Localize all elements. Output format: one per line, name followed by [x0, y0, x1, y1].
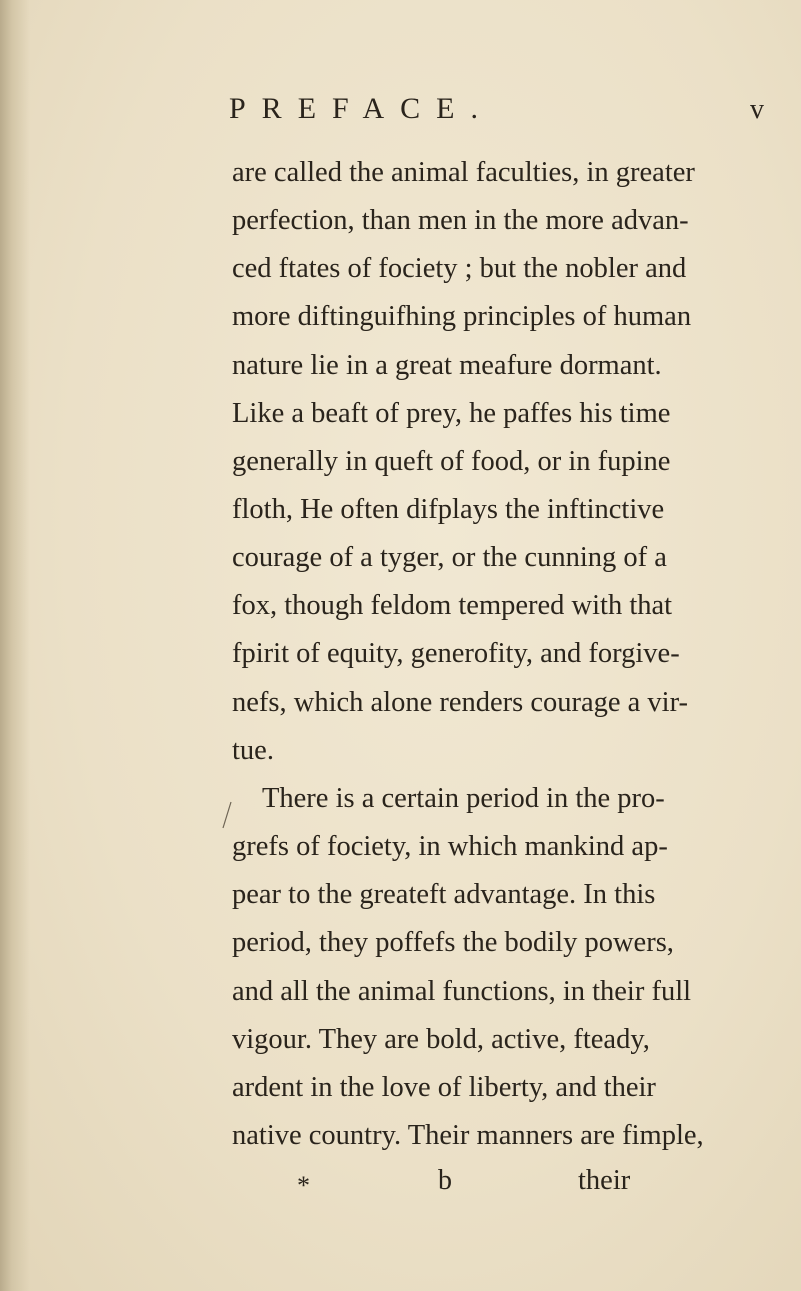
text-line: ardent in the love of liberty, and their	[232, 1072, 656, 1103]
pencil-mark	[220, 800, 234, 830]
binding-shadow	[0, 0, 30, 1291]
text-line: are called the animal faculties, in greater	[232, 157, 695, 188]
text-line: Like a beaft of prey, he paffes his time	[232, 398, 671, 429]
paragraph-first-line: There is a certain period in the pro-	[262, 783, 665, 814]
text-line: pear to the greateft advantage. In this	[232, 879, 656, 910]
signature-mark: *	[297, 1171, 310, 1200]
text-line: period, they poffefs the bodily powers,	[232, 927, 674, 958]
text-line: tue.	[232, 735, 274, 766]
text-line: vigour. They are bold, active, fteady,	[232, 1024, 650, 1055]
page-footer	[0, 1165, 801, 1211]
signature-letter: b	[438, 1165, 452, 1196]
text-line: nefs, which alone renders courage a vir-	[232, 687, 689, 718]
text-line: and all the animal functions, in their full	[232, 976, 692, 1007]
catchword: their	[578, 1165, 631, 1196]
text-line: more diftinguifhing principles of human	[232, 301, 692, 332]
text-line: fpirit of equity, generofity, and forgive-	[232, 638, 680, 669]
text-line: perfection, than men in the more advan-	[232, 205, 689, 236]
text-line: fox, though feldom tempered with that	[232, 590, 673, 621]
page-number: v	[750, 94, 764, 125]
text-line: native country. Their manners are fimple,	[232, 1120, 704, 1151]
text-line: ced ftates of fociety ; but the nobler and	[232, 253, 687, 284]
text-line: generally in queft of food, or in fupine	[232, 446, 671, 477]
running-head: PREFACE.	[229, 92, 494, 125]
text-line: courage of a tyger, or the cunning of a	[232, 542, 667, 573]
text-line: nature lie in a great meafure dormant.	[232, 350, 662, 381]
text-line: floth, He often difplays the inftinctive	[232, 494, 665, 525]
page-header	[0, 92, 801, 132]
text-line: grefs of fociety, in which mankind ap-	[232, 831, 668, 862]
